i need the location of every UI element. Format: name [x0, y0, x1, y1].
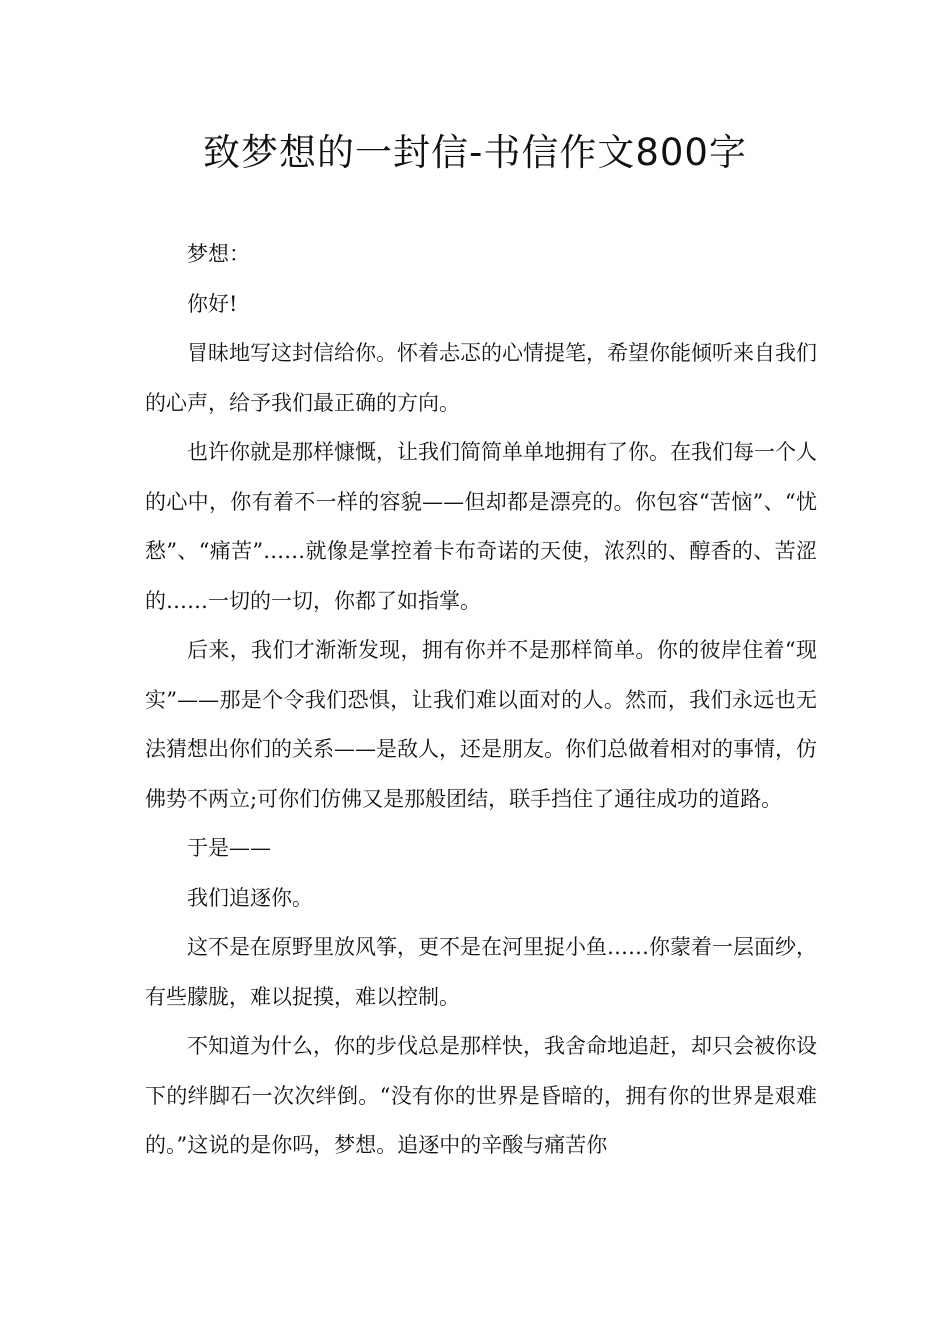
paragraph: 不知道为什么，你的步伐总是那样快，我舍命地追赶，却只会被你设下的绊脚石一次次绊倒。“没有你的世界是昏暗的，拥有你的世界是艰难的。”这说的是你吗，梦想。追逐中的辛酸与痛苦你 — [145, 1034, 817, 1157]
paragraph: 这不是在原野里放风筝，更不是在河里捉小鱼……你蒙着一层面纱，有些朦胧，难以捉摸，难以控制。 — [145, 935, 817, 1009]
greeting: 你好! — [187, 291, 238, 316]
paragraph: 也许你就是那样慷慨，让我们简简单单地拥有了你。在我们每一个人的心中，你有着不一样的容貌——但却都是漂亮的。你包容“苦恼”、“忧愁”、“痛苦”……就像是掌控着卡布奇诺的天使，浓烈的、醇香的、苦涩的……一切的一切，你都了如指掌。 — [145, 440, 817, 613]
paragraph: 后来，我们才渐渐发现，拥有你并不是那样简单。你的彼岸住着“现实”——那是个令我们恐惧，让我们难以面对的人。然而，我们永远也无法猜想出你们的关系——是敌人，还是朋友。你们总做着相对的事情，仿佛势不两立;可你们仿佛又是那般团结，联手挡住了通往成功的道路。 — [145, 638, 817, 811]
salutation: 梦想： — [187, 242, 250, 266]
letter-body — [145, 230, 817, 1171]
paragraph: 冒昧地写这封信给你。怀着忐忑的心情提笔，希望你能倾听来自我们的心声，给予我们最正确的方向。 — [145, 341, 817, 415]
paragraph: 于是—— — [187, 836, 271, 860]
paragraph: 我们追逐你。 — [187, 885, 313, 910]
document-title: 致梦想的一封信-书信作文800字 — [203, 131, 747, 174]
